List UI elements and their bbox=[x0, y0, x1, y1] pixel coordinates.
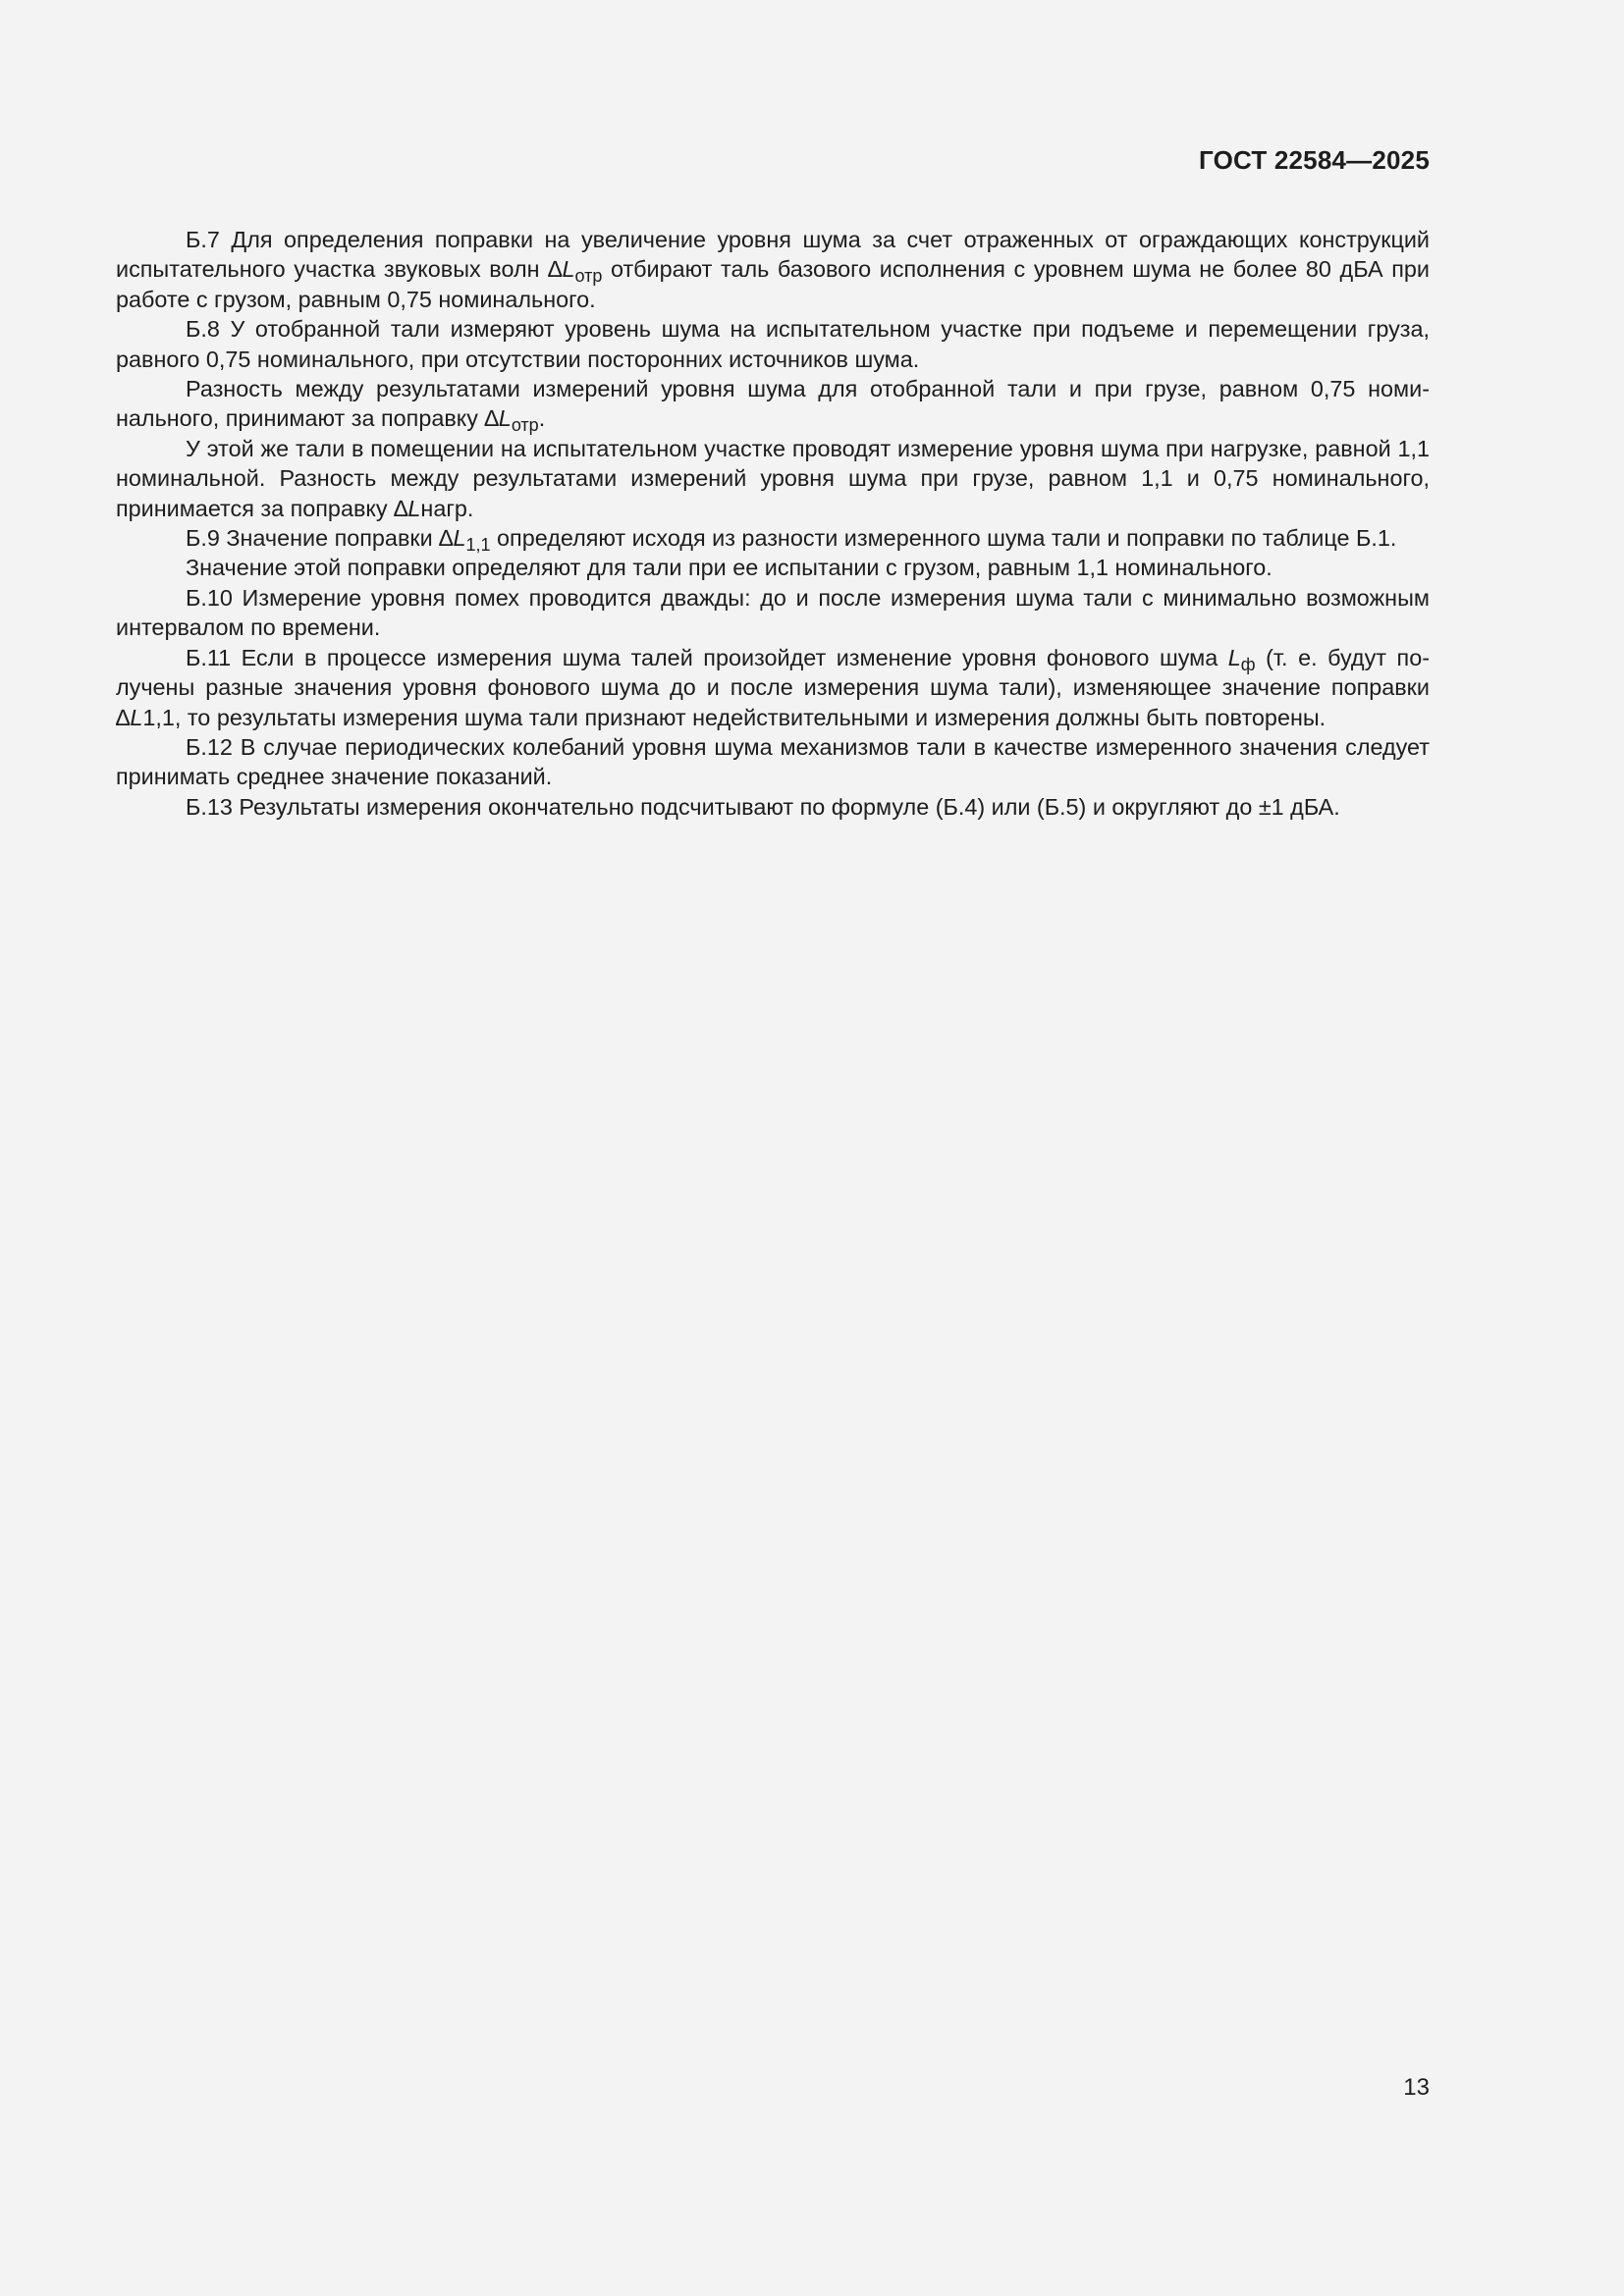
variable-l: L bbox=[130, 704, 143, 730]
subscript: ф bbox=[1240, 654, 1256, 674]
delta-symbol: ∆ bbox=[116, 704, 131, 730]
document-header bbox=[1199, 145, 1430, 176]
document-body bbox=[116, 225, 1430, 822]
delta-symbol: ∆ bbox=[439, 525, 454, 552]
paragraph-b10: Б.10 Измерение уровня помех проводится дважды: до и после измерения шума тали с минимально возможным интервалом по времени. bbox=[116, 584, 1430, 641]
variable-l: L bbox=[407, 495, 421, 521]
paragraph-b9-note: Значение этой поправки определяют для тали при ее испытании с грузом, равным 1,1 номинального. bbox=[186, 555, 1272, 581]
document-number: ГОСТ 22584—2025 bbox=[1199, 145, 1430, 175]
delta-symbol: ∆ bbox=[484, 405, 499, 432]
paragraph-b11: Б.11 Если в процессе измерения шума талей произойдет изменение уровня фонового шума $L_ф$ (т. е. будут получены разные значения уровня фонового шума до и после измерения шума тали), изменяющее значение поправки ∆L1,1, то результаты измерения шума тали признают недействительными и измерения должны быть повторены. bbox=[116, 644, 1430, 730]
page-number: 13 bbox=[1403, 2074, 1430, 2101]
subscript: 1,1 bbox=[465, 535, 491, 556]
variable-l: L bbox=[498, 405, 512, 432]
delta-symbol: ∆ bbox=[394, 495, 408, 521]
paragraph-b12: Б.12 В случае периодических колебаний уровня шума механизмов тали в качестве измеренного значения следует принимать среднее значение показаний. bbox=[116, 733, 1430, 790]
paragraph-b9: Б.9 Значение поправки $\Delta L_{1,1}$ определяют исходя из разности измеренного шума тали и поправки по таблице Б.1. bbox=[186, 525, 1397, 556]
subscript: отр bbox=[574, 266, 603, 287]
paragraph-b13: Б.13 Результаты измерения окончательно подсчитывают по формуле (Б.4) или (Б.5) и округляют до ±1 дБА. bbox=[186, 793, 1340, 820]
paragraph-b7: Б.7 Для определения поправки на увеличение уровня шума за счет отраженных от ограждающих конструкций испытательного участка звуковых волн $\Delta L_{отр}$ отбирают таль базового исполнения с уровнем шума не более 80 дБА при работе с грузом, равным 0,75 номинального. bbox=[116, 227, 1430, 312]
delta-symbol: ∆ bbox=[548, 256, 563, 283]
variable-l: L bbox=[562, 256, 575, 283]
variable-l: L bbox=[1227, 644, 1241, 670]
paragraph-b8-load: У этой же тали в помещении на испытательном участке проводят измерение уровня шума при нагрузке, равной 1,1 номинальной. Разность между результатами измерений уровня шума при грузе, равном 1,1 и 0,75 номинального, принимается за поправку ∆Lнагр. bbox=[116, 435, 1430, 521]
variable-l: L bbox=[453, 525, 466, 552]
paragraph-b8: Б.8 У отобранной тали измеряют уровень шума на испытательном участке при подъеме и перемещении груза, равного 0,75 номинального, при отсутствии посторонних источников шума. bbox=[116, 316, 1430, 372]
subscript: отр bbox=[511, 415, 539, 436]
paragraph-b8-difference: Разность между результатами измерений уровня шума для отобранной тали и при грузе, равном 0,75 номинального, принимают за поправку $\Delta L_{отр}$. bbox=[116, 376, 1430, 436]
